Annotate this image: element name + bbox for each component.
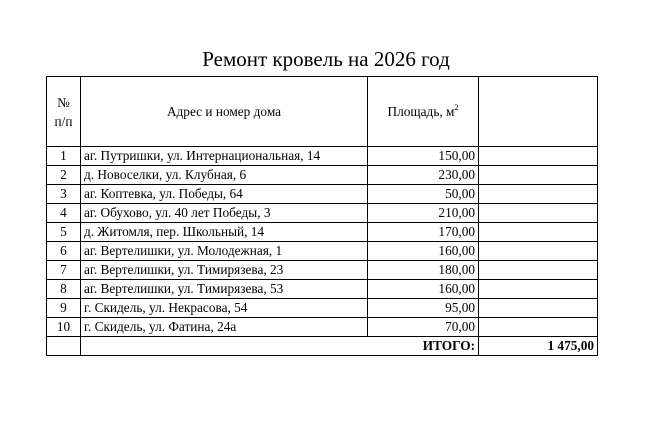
row-number: 1 bbox=[47, 147, 81, 166]
header-area-label: Площадь, м bbox=[387, 104, 455, 119]
row-area: 70,00 bbox=[368, 318, 479, 337]
row-area: 160,00 bbox=[368, 280, 479, 299]
total-label bbox=[81, 337, 479, 356]
header-number-symbol: № bbox=[57, 94, 70, 110]
header-area bbox=[368, 77, 479, 147]
total-label-text: ИТОГО: bbox=[422, 338, 475, 353]
row-number: 8 bbox=[47, 280, 81, 299]
total-empty-cell bbox=[47, 337, 81, 356]
row-area: 150,00 bbox=[368, 147, 479, 166]
row-extra bbox=[479, 318, 598, 337]
table-row bbox=[47, 223, 598, 242]
header-area-superscript: 2 bbox=[454, 103, 459, 112]
header-address: Адрес и номер дома bbox=[81, 77, 368, 147]
row-number: 6 bbox=[47, 242, 81, 261]
row-number: 5 bbox=[47, 223, 81, 242]
document-title: Ремонт кровель на 2026 год bbox=[202, 47, 450, 71]
row-address: аг. Коптевка, ул. Победы, 64 bbox=[81, 185, 368, 204]
table-row bbox=[47, 299, 598, 318]
row-area: 230,00 bbox=[368, 166, 479, 185]
total-row bbox=[47, 337, 598, 356]
row-address: аг. Вертелишки, ул. Тимирязева, 53 bbox=[81, 280, 368, 299]
table-row bbox=[47, 261, 598, 280]
table-row bbox=[47, 318, 598, 337]
row-address: д. Житомля, пер. Школьный, 14 bbox=[81, 223, 368, 242]
roof-repair-table bbox=[46, 76, 598, 356]
row-area: 180,00 bbox=[368, 261, 479, 280]
row-area: 95,00 bbox=[368, 299, 479, 318]
table-header-row bbox=[47, 77, 598, 147]
row-number: 9 bbox=[47, 299, 81, 318]
row-extra bbox=[479, 223, 598, 242]
row-address: г. Скидель, ул. Некрасова, 54 bbox=[81, 299, 368, 318]
row-extra bbox=[479, 299, 598, 318]
row-address: аг. Вертелишки, ул. Тимирязева, 23 bbox=[81, 261, 368, 280]
row-extra bbox=[479, 147, 598, 166]
row-address: аг. Обухово, ул. 40 лет Победы, 3 bbox=[81, 204, 368, 223]
row-extra bbox=[479, 261, 598, 280]
row-extra bbox=[479, 280, 598, 299]
row-number: 4 bbox=[47, 204, 81, 223]
row-number: 10 bbox=[47, 318, 81, 337]
table-row bbox=[47, 166, 598, 185]
row-area: 160,00 bbox=[368, 242, 479, 261]
row-address: д. Новоселки, ул. Клубная, 6 bbox=[81, 166, 368, 185]
header-number-abbr: п/п bbox=[54, 113, 73, 129]
row-extra bbox=[479, 166, 598, 185]
row-address: г. Скидель, ул. Фатина, 24а bbox=[81, 318, 368, 337]
row-number: 3 bbox=[47, 185, 81, 204]
table-row bbox=[47, 204, 598, 223]
total-value: 1 475,00 bbox=[479, 337, 598, 356]
header-extra bbox=[479, 77, 598, 147]
row-area: 170,00 bbox=[368, 223, 479, 242]
row-number: 2 bbox=[47, 166, 81, 185]
table-row bbox=[47, 147, 598, 166]
row-address: аг. Вертелишки, ул. Молодежная, 1 bbox=[81, 242, 368, 261]
row-area: 50,00 bbox=[368, 185, 479, 204]
row-extra bbox=[479, 242, 598, 261]
row-area: 210,00 bbox=[368, 204, 479, 223]
row-extra bbox=[479, 185, 598, 204]
table-row bbox=[47, 280, 598, 299]
table-row bbox=[47, 185, 598, 204]
row-address: аг. Путришки, ул. Интернациональная, 14 bbox=[81, 147, 368, 166]
header-number bbox=[47, 77, 81, 147]
row-extra bbox=[479, 204, 598, 223]
row-number: 7 bbox=[47, 261, 81, 280]
table-row bbox=[47, 242, 598, 261]
